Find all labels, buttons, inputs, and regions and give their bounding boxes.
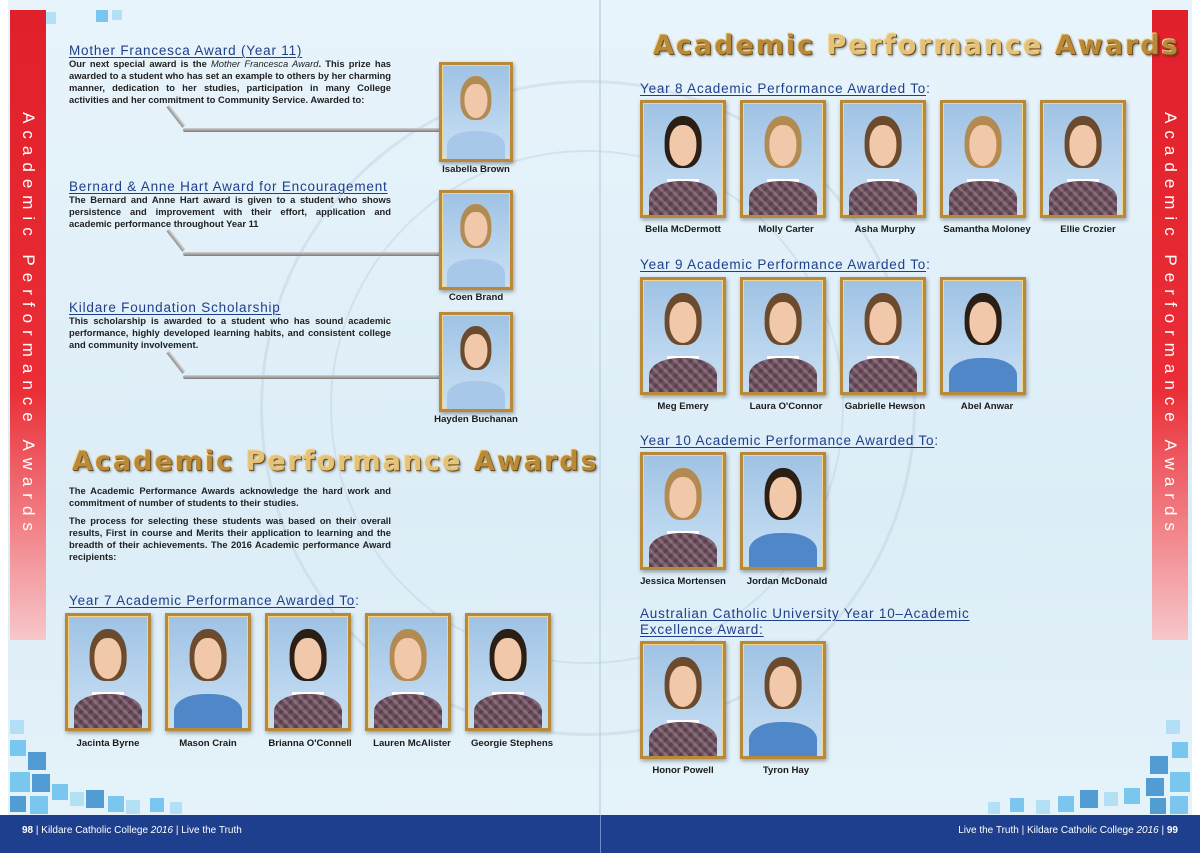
- page-edge-left: [0, 0, 8, 853]
- student-photo: [640, 641, 726, 759]
- student-photo: [740, 641, 826, 759]
- student-name: Samantha Moloney: [943, 224, 1031, 235]
- student-photo: [439, 312, 513, 412]
- student-name: Meg Emery: [657, 401, 709, 412]
- student-name: Mason Crain: [179, 738, 237, 749]
- student-name: Abel Anwar: [960, 401, 1014, 412]
- student-photo: [1040, 100, 1126, 218]
- academic-performance-awards-heading-right: Academic Performance Awards: [653, 30, 1180, 61]
- connector-bend: [166, 105, 185, 128]
- year7-heading: Year 7 Academic Performance Awarded To:: [69, 593, 360, 608]
- student-name: Jordan McDonald: [746, 576, 828, 587]
- page-footer: [0, 815, 1200, 853]
- page-number-right: 99: [1166, 825, 1178, 836]
- student-photo: [740, 277, 826, 395]
- student-photo: [65, 613, 151, 731]
- mother-francesca-award-title: Mother Francesca Award (Year 11): [69, 43, 303, 58]
- student-name: Asha Murphy: [854, 224, 916, 235]
- connector-line: [183, 375, 440, 379]
- student-photo: [940, 100, 1026, 218]
- student-photo: [940, 277, 1026, 395]
- footer-left: 98 | Kildare Catholic College 2016 | Live the Truth: [22, 825, 242, 836]
- bernard-anne-hart-award-description: The Bernard and Anne Hart award is given to a student who shows persistence and improvement with their effort, application and academic performance throughout Year 11: [69, 194, 391, 229]
- left-side-strip: [10, 10, 46, 640]
- student-name: Tyron Hay: [762, 765, 810, 776]
- student-name: Jacinta Byrne: [76, 738, 140, 749]
- kildare-foundation-scholarship-title: Kildare Foundation Scholarship: [69, 300, 281, 315]
- acu-award-heading-line2: Excellence Award:: [640, 622, 764, 637]
- student-name: Isabella Brown: [442, 164, 510, 175]
- page-edge-right: [1192, 0, 1200, 853]
- student-name: Jessica Mortensen: [640, 576, 726, 587]
- student-name: Molly Carter: [758, 224, 814, 235]
- connector-line: [183, 252, 440, 256]
- student-name: Georgie Stephens: [470, 738, 554, 749]
- student-name: Honor Powell: [652, 765, 714, 776]
- mother-francesca-award-description: Our next special award is the Mother Francesca Award. This prize has awarded to a student who has set an example to others by her charming manner, dedication to her studies, participation in many College activities and her commitment to Community Service. Awarded to:: [69, 58, 391, 105]
- student-photo: [740, 452, 826, 570]
- academic-performance-awards-heading-left: Academic Performance Awards: [72, 446, 599, 477]
- student-photo: [365, 613, 451, 731]
- right-side-strip: [1152, 10, 1188, 640]
- year8-heading: Year 8 Academic Performance Awarded To:: [640, 81, 931, 96]
- page-number-left: 98: [22, 825, 34, 836]
- bernard-anne-hart-award-title: Bernard & Anne Hart Award for Encouragement: [69, 179, 388, 194]
- student-photo: [640, 452, 726, 570]
- connector-bend: [166, 229, 185, 252]
- student-photo: [439, 190, 513, 290]
- academic-awards-intro-2: The process for selecting these students was based on their overall results, First in course and Merits their application to learning and the breadth of their achievements. The 2016 Academic performance Award recipients:: [69, 515, 391, 562]
- left-side-strip-text: Academic Performance Awards: [19, 112, 38, 538]
- connector-line: [183, 128, 440, 132]
- connector-bend: [166, 351, 185, 374]
- footer-right: Live the Truth | Kildare Catholic College 2016 | 99: [958, 825, 1178, 836]
- student-name: Laura O'Connor: [749, 401, 823, 412]
- academic-awards-intro-1: The Academic Performance Awards acknowledge the hard work and commitment of number of students to their studies.: [69, 485, 391, 508]
- student-photo: [840, 277, 926, 395]
- year9-heading: Year 9 Academic Performance Awarded To:: [640, 257, 931, 272]
- student-photo: [439, 62, 513, 162]
- student-photo: [640, 100, 726, 218]
- student-name: Bella McDermott: [645, 224, 721, 235]
- footer-divider: [600, 815, 601, 853]
- student-photo: [640, 277, 726, 395]
- student-photo: [740, 100, 826, 218]
- student-photo: [265, 613, 351, 731]
- student-photo: [840, 100, 926, 218]
- student-photo: [465, 613, 551, 731]
- student-name: Brianna O'Connell: [268, 738, 352, 749]
- acu-award-heading-line1: Australian Catholic University Year 10–Academic: [640, 606, 970, 621]
- year10-heading: Year 10 Academic Performance Awarded To:: [640, 433, 939, 448]
- kildare-foundation-scholarship-description: This scholarship is awarded to a student who has sound academic performance, highly developed learning habits, and consistent college and community involvement.: [69, 315, 391, 350]
- student-name: Coen Brand: [448, 292, 504, 303]
- right-side-strip-text: Academic Performance Awards: [1161, 112, 1180, 538]
- student-name: Hayden Buchanan: [434, 414, 518, 425]
- student-photo: [165, 613, 251, 731]
- student-name: Gabrielle Hewson: [844, 401, 926, 412]
- student-name: Ellie Crozier: [1060, 224, 1116, 235]
- student-name: Lauren McAlister: [373, 738, 451, 749]
